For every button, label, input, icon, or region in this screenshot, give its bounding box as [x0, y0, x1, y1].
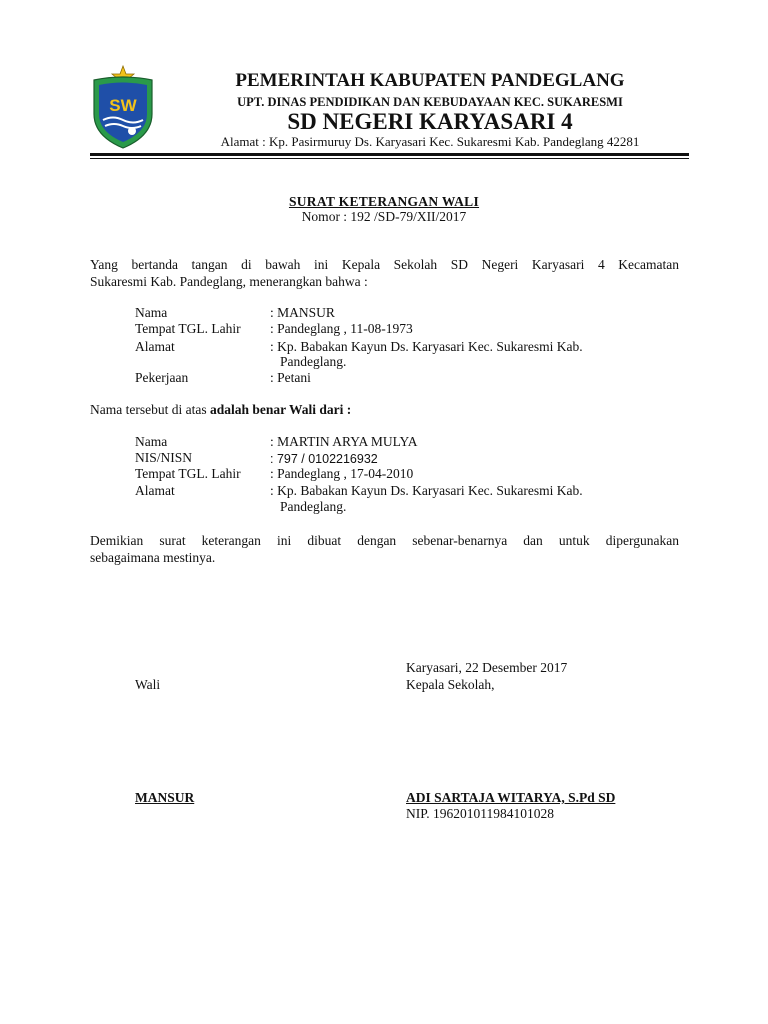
letter-number: Nomor : 192 /SD-79/XII/2017: [301, 209, 467, 224]
header-address: Alamat : Kp. Pasirmuruy Ds. Karyasari Kec. Sukaresmi Kab. Pandeglang 42281: [220, 134, 640, 149]
middle-statement-plain: Nama tersebut di atas: [90, 402, 210, 417]
intro-paragraph: [90, 256, 679, 290]
signature-right-name: ADI SARTAJA WITARYA, S.Pd SD: [406, 790, 616, 805]
svg-text:SW: SW: [109, 96, 137, 115]
closing-paragraph: [90, 532, 679, 566]
header-divider-thick: [90, 153, 689, 156]
middle-statement-bold: adalah benar Wali dari :: [209, 402, 352, 417]
header-divider-thin: [90, 158, 689, 159]
guardian-name-value: : MANSUR: [270, 305, 335, 320]
student-nis-value: : 797 / 0102216932: [270, 452, 378, 466]
student-birth-value: : Pandeglang , 17-04-2010: [270, 466, 414, 481]
student-nis-label: NIS/NISN: [135, 450, 193, 465]
guardian-job-label: Pekerjaan: [135, 370, 189, 385]
student-address-value-1: : Kp. Babakan Kayun Ds. Karyasari Kec. Sukaresmi Kab.: [270, 483, 583, 498]
guardian-name-label: Nama: [135, 305, 168, 320]
guardian-birth-value: : Pandeglang , 11-08-1973: [270, 321, 413, 336]
signature-left-name: MANSUR: [135, 790, 195, 805]
header-department: UPT. DINAS PENDIDIKAN DAN KEBUDAYAAN KEC. SUKARESMI: [237, 95, 623, 109]
student-address-value-2: Pandeglang.: [280, 499, 347, 514]
intro-line-2: Sukaresmi Kab. Pandeglang, menerangkan bahwa :: [90, 274, 368, 289]
signature-right-role: Kepala Sekolah,: [406, 677, 495, 692]
signature-place-date: Karyasari, 22 Desember 2017: [406, 660, 568, 675]
middle-statement: [90, 402, 351, 418]
guardian-address-label: Alamat: [135, 339, 175, 354]
closing-line-2: sebagaimana mestinya.: [90, 550, 216, 565]
student-address-label: Alamat: [135, 483, 175, 498]
guardian-address-value-1: : Kp. Babakan Kayun Ds. Karyasari Kec. Sukaresmi Kab.: [270, 339, 583, 354]
student-name-value: : MARTIN ARYA MULYA: [270, 434, 418, 449]
signature-right-nip: NIP. 196201011984101028: [406, 806, 555, 821]
header-school-name: SD NEGERI KARYASARI 4: [287, 109, 573, 134]
header-government: PEMERINTAH KABUPATEN PANDEGLANG: [235, 70, 625, 91]
intro-line-1: Yang bertanda tangan di bawah ini Kepala Sekolah SD Negeri Karyasari 4 Kecamatan: [90, 257, 679, 272]
closing-line-1: Demikian surat keterangan ini dibuat dengan sebenar-benarnya dan untuk dipergunakan: [90, 533, 679, 548]
student-name-label: Nama: [135, 434, 168, 449]
guardian-address-value-2: Pandeglang.: [280, 354, 347, 369]
letter-title: SURAT KETERANGAN WALI: [288, 194, 480, 209]
signature-left-role: Wali: [135, 677, 161, 692]
student-birth-label: Tempat TGL. Lahir: [135, 466, 241, 481]
guardian-job-value: : Petani: [270, 370, 311, 385]
guardian-birth-label: Tempat TGL. Lahir: [135, 321, 241, 336]
